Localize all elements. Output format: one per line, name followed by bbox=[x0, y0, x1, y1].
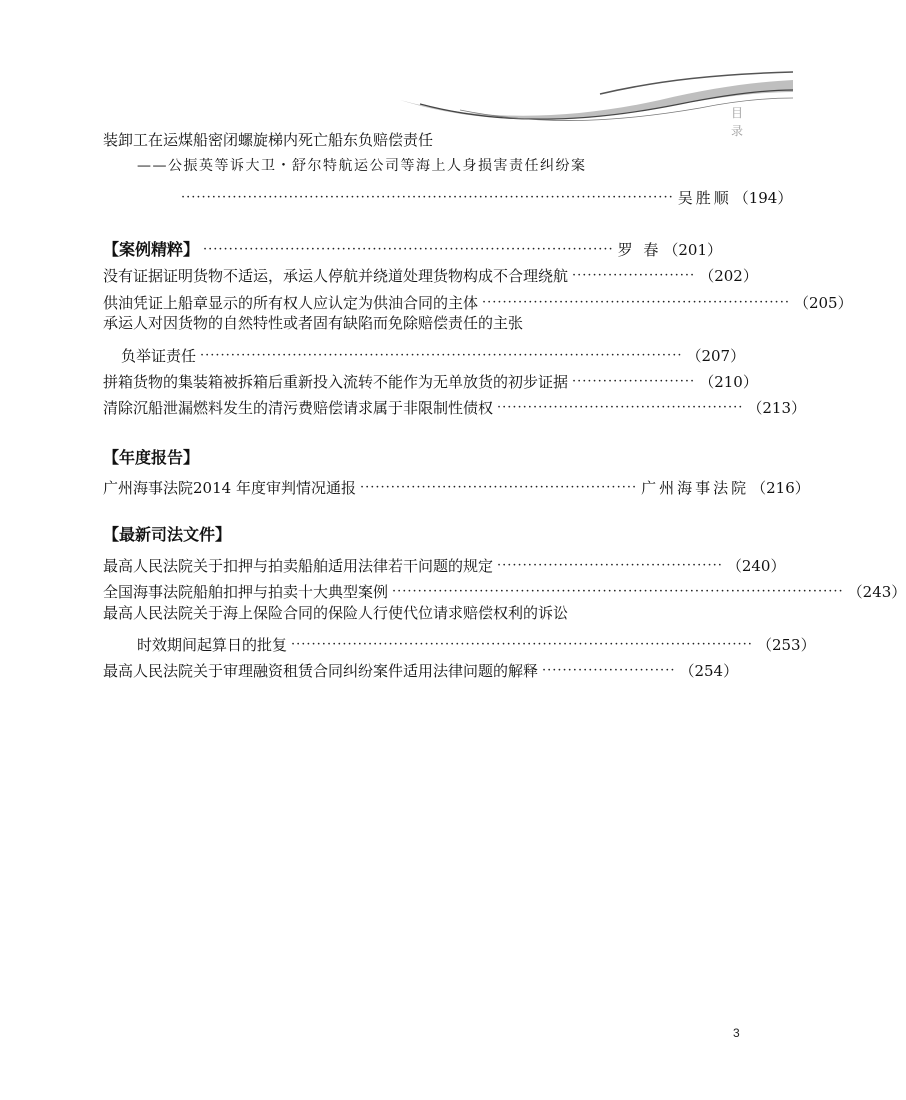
toc-entry-title: 最高人民法院关于审理融资租赁合同纠纷案件适用法律问题的解释 bbox=[103, 662, 539, 680]
toc-page-ref: （202） bbox=[699, 267, 758, 285]
toc-page-ref: （243） bbox=[847, 583, 906, 601]
leader-dots: ······················································ bbox=[359, 480, 638, 495]
toc-entry bbox=[103, 392, 807, 418]
leader-dots: ·························· bbox=[542, 663, 676, 678]
toc-page-ref: （254） bbox=[679, 662, 739, 680]
toc-entry bbox=[103, 655, 739, 681]
leader-dots: ················································································ bbox=[203, 242, 614, 257]
leader-dots: ································································································ bbox=[181, 190, 674, 205]
toc-entry-title: 供油凭证上船章显示的所有权人应认定为供油合同的主体 bbox=[103, 294, 479, 312]
toc-author: 广州海事法院 bbox=[641, 479, 750, 497]
toc-entry-title: 装卸工在运煤船密闭螺旋梯内死亡船东负赔偿责任 bbox=[103, 131, 434, 149]
toc-entry bbox=[103, 576, 906, 602]
toc-entry-title: 广州海事法院2014 年度审判情况通报 bbox=[103, 479, 356, 497]
section-heading-row bbox=[103, 234, 723, 260]
toc-entry bbox=[137, 629, 816, 655]
section-heading: 【最新司法文件】 bbox=[103, 525, 232, 544]
toc-page-ref: （194） bbox=[733, 189, 793, 207]
leader-dots: ···························································· bbox=[482, 295, 790, 310]
toc-entry-title: 最高人民法院关于扣押与拍卖船舶适用法律若干问题的规定 bbox=[103, 557, 494, 575]
toc-entry-title-cont: 负举证责任 bbox=[121, 347, 197, 365]
side-label-contents: 目录 bbox=[730, 106, 743, 138]
toc-entry-title: 承运人对因货物的自然特性或者固有缺陷而免除赔偿责任的主张 bbox=[103, 314, 524, 332]
toc-entry-title: 全国海事法院船舶扣押与拍卖十大典型案例 bbox=[103, 583, 389, 601]
toc-page-ref: （253） bbox=[756, 636, 816, 654]
toc-entry-title: 没有证据证明货物不适运，承运人停航并绕道处理货物构成不合理绕航 bbox=[103, 267, 569, 285]
toc-author: 吴胜顺 bbox=[677, 189, 732, 207]
section-heading: 【案例精粹】 bbox=[103, 240, 200, 259]
toc-page-ref: （205） bbox=[793, 294, 853, 312]
toc-page-ref: （207） bbox=[686, 347, 746, 365]
toc-page-ref: （216） bbox=[751, 479, 810, 497]
toc-page-ref: （240） bbox=[726, 557, 786, 575]
toc-page-ref: （210） bbox=[699, 373, 758, 391]
leader-dots: ················································ bbox=[497, 400, 744, 415]
toc-entry bbox=[103, 472, 810, 498]
toc-entry-title: 拼箱货物的集装箱被拆箱后重新投入流转不能作为无单放货的初步证据 bbox=[103, 373, 569, 391]
toc-page-ref: （201） bbox=[663, 241, 723, 259]
leader-dots: ························ bbox=[572, 268, 696, 283]
leader-dots: ·························································································· bbox=[291, 637, 753, 652]
toc-entry bbox=[103, 287, 853, 313]
toc-entry-title: 最高人民法院关于海上保险合同的保险人行使代位请求赔偿权利的诉讼 bbox=[103, 604, 569, 622]
toc-entry bbox=[121, 340, 746, 366]
toc-entry bbox=[103, 550, 786, 576]
page-number: 3 bbox=[733, 1026, 740, 1040]
toc-entry bbox=[103, 260, 758, 286]
section-heading: 【年度报告】 bbox=[103, 448, 200, 467]
toc-entry-subtitle: ——公振英等诉大卫・舒尔特航运公司等海上人身损害责任纠纷案 bbox=[137, 158, 587, 174]
leader-dots: ························ bbox=[572, 374, 696, 389]
leader-dots: ············································ bbox=[497, 558, 723, 573]
leader-dots: ························································································ bbox=[392, 584, 844, 599]
toc-entry bbox=[103, 366, 758, 392]
toc-entry-title: 清除沉船泄漏燃料发生的清污费赔偿请求属于非限制性债权 bbox=[103, 399, 494, 417]
toc-author: 罗 春 bbox=[617, 241, 662, 259]
toc-page-ref: （213） bbox=[747, 399, 807, 417]
leader-dots: ······························································································ bbox=[200, 348, 683, 363]
toc-entry-title-cont: 时效期间起算日的批复 bbox=[137, 636, 288, 654]
toc-entry-leader bbox=[181, 182, 793, 208]
